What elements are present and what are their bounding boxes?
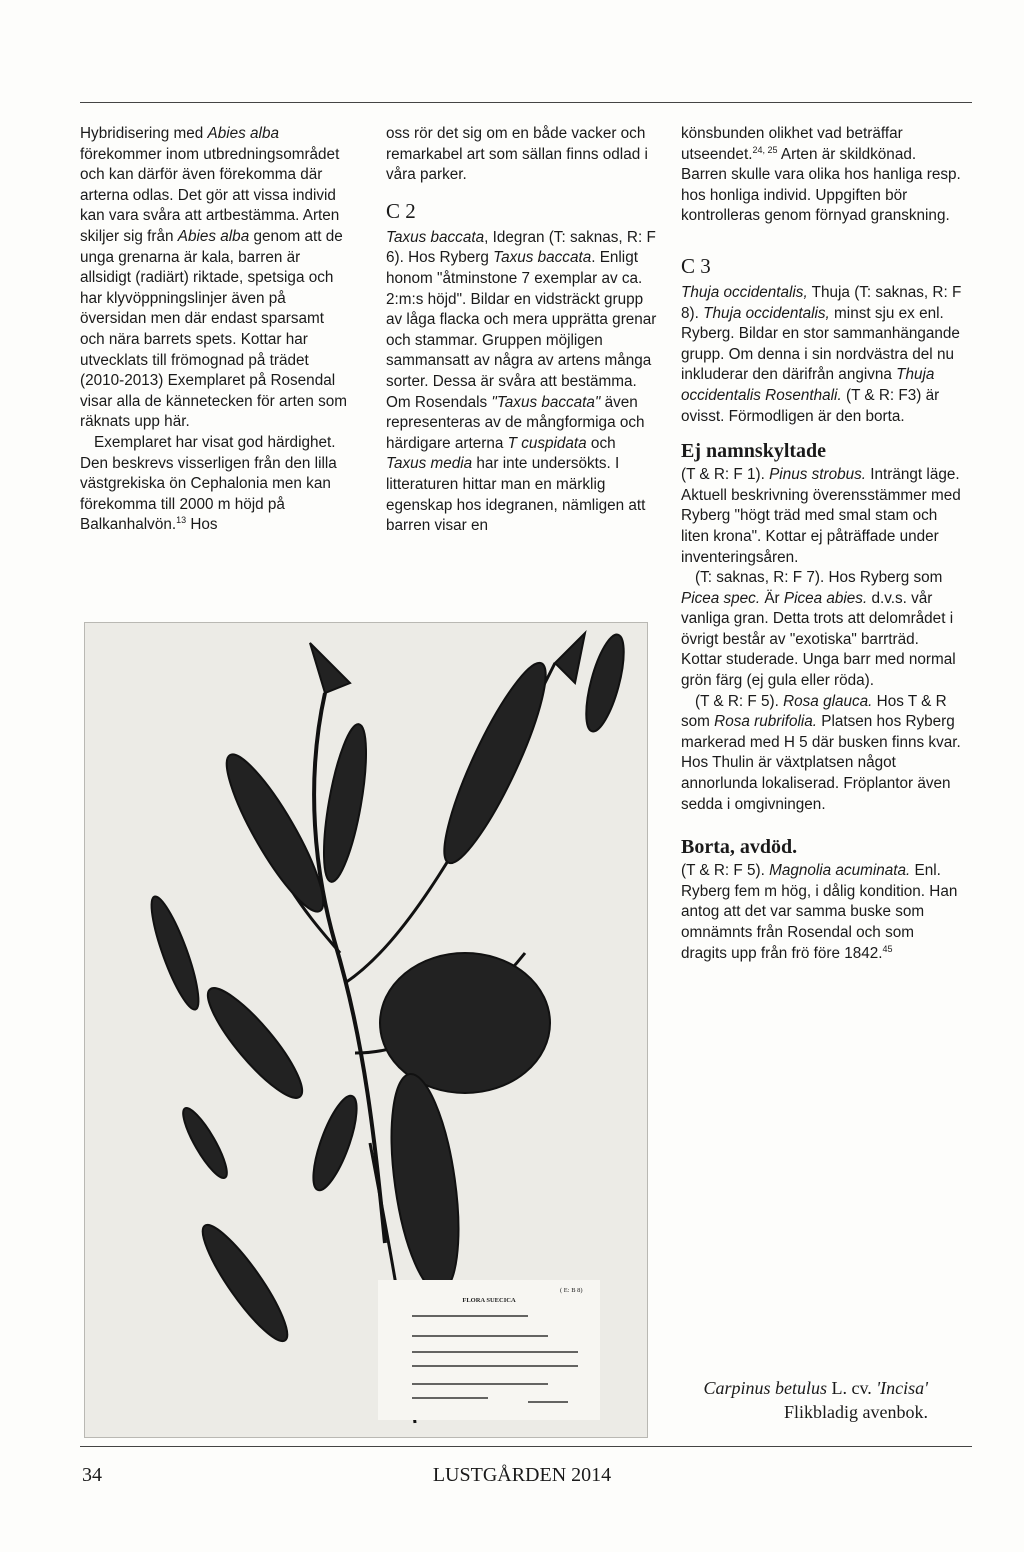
journal-name: LUSTGÅRDEN 2014 bbox=[432, 1464, 612, 1486]
section-heading: C 2 bbox=[386, 198, 416, 223]
label-title: FLORA SUECICA bbox=[462, 1297, 516, 1304]
section-heading: C 3 bbox=[681, 253, 711, 278]
paragraph: oss rör det sig om en både vacker och remarkabel art som sällan finns odlad i våra parker. bbox=[386, 125, 648, 184]
paragraph: (T & R: F 5). Rosa glauca. Hos T & R som Rosa rubrifolia. Platsen hos Ryberg markerad med H 5 där busken finns kvar. Hos Thulin är växtplatsen något annorlunda lokaliserad. Fröplantor även sedda i omgivningen. bbox=[681, 692, 961, 813]
section-heading: Ej namnskyltade bbox=[681, 440, 827, 463]
top-rule bbox=[80, 102, 972, 103]
page-number: 34 bbox=[82, 1464, 102, 1486]
paragraph: Thuja occidentalis, Thuja (T: saknas, R: F 8). Thuja occidentalis, minst sju ex enl. Ryberg. Bildar en stor sammanhängande grupp. Om denna i sin nordvästra del nu inkluderar den därifrån angivna Thuja occidentalis Rosenthali. (T & R: F3) är ovisst. Förmodligen är den borta. bbox=[681, 283, 962, 425]
label-corner-code: ( E: B 8) bbox=[560, 1287, 583, 1294]
herbarium-label bbox=[378, 1280, 600, 1420]
paragraph: Hybridisering med Abies alba förekommer inom utbredningsområdet och kan därför även förekomma där arterna odlas. Det gör att vissa individ kan vara svåra att artbestämma. Arten skiljer sig från Abies alba genom att de unga grenarna är kala, barren är allsidigt (radiärt) riktade, spetsiga och har klyvöppningslinjer även på översidan men där endast sparsamt och nära barrets spets. Kottar har utvecklats till frömognad på trädet (2010-2013) Exemplaret på Rosendal visar alla de kännetecken för arten som räknats upp här. bbox=[80, 125, 347, 431]
paragraph: Exemplaret har visat god härdighet. Den beskrevs visserligen från den lilla västgrekiska ön Cephalonia men kan förekomma till 2000 m höjd på Balkanhalvön.$^{13}$ Hos bbox=[80, 433, 337, 534]
paragraph: Taxus baccata, Idegran (T: saknas, R: F 6). Hos Ryberg Taxus baccata. Enligt honom "åtminstone 7 exemplar av ca. 2:m:s höjd". Bildar en vidsträckt grupp av låga flacka och mera upprätta grenar och stammar. Gruppen möjligen sammansatt av några av artens många sorter. Dessa är svåra att bestämma. Om Rosendals "Taxus baccata" även representeras av de mångformiga och härdigare arterna T cuspidata och Taxus media har inte undersökts. I litteraturen hittar man en märklig egenskap hos idegranen, nämligen att barren visar en bbox=[386, 228, 657, 535]
text-column-3 bbox=[681, 124, 963, 964]
text-column-1 bbox=[80, 124, 350, 536]
paragraph: (T & R: F 1). Pinus strobus. Inträngt läge. Aktuell beskrivning överensstämmer med Ryberg "högt träd med smal stam och liten krona". Kottar ej påträffade under inventeringsåren. bbox=[681, 466, 961, 566]
caption-line-2: Flikbladig avenbok. bbox=[784, 1402, 928, 1422]
paragraph: könsbunden olikhet vad beträffar utseendet.$^{24, 25}$ Arten är skildkönad. Barren skulle vara olika hos hanliga resp. hos honliga individ. Uppgiften bör kontrolleras genom förnyad granskning. bbox=[681, 125, 961, 225]
paragraph: (T & R: F 5). Magnolia acuminata. Enl. Ryberg fem m hög, i dålig kondition. Han antog att det var samma buske som omnämnts från Rosendal och som dragits upp från frö före 1842.45 bbox=[681, 862, 958, 962]
paragraph: (T: saknas, R: F 7). Hos Ryberg som Picea spec. Är Picea abies. d.v.s. vår vanliga gran. Detta trots att delområdet i övrigt består av "exotiska" barrträd. Kottar studerade. Unga barr med normal grön färg (ej gula eller röda). bbox=[681, 569, 956, 690]
label-handwriting bbox=[378, 1280, 600, 1420]
section-heading: Borta, avdöd. bbox=[681, 836, 798, 859]
bottom-rule bbox=[80, 1446, 972, 1447]
text-column-2 bbox=[386, 124, 658, 537]
figure-caption bbox=[680, 1376, 928, 1424]
caption-line-1: Carpinus betulus L. cv. 'Incisa' bbox=[703, 1378, 928, 1398]
